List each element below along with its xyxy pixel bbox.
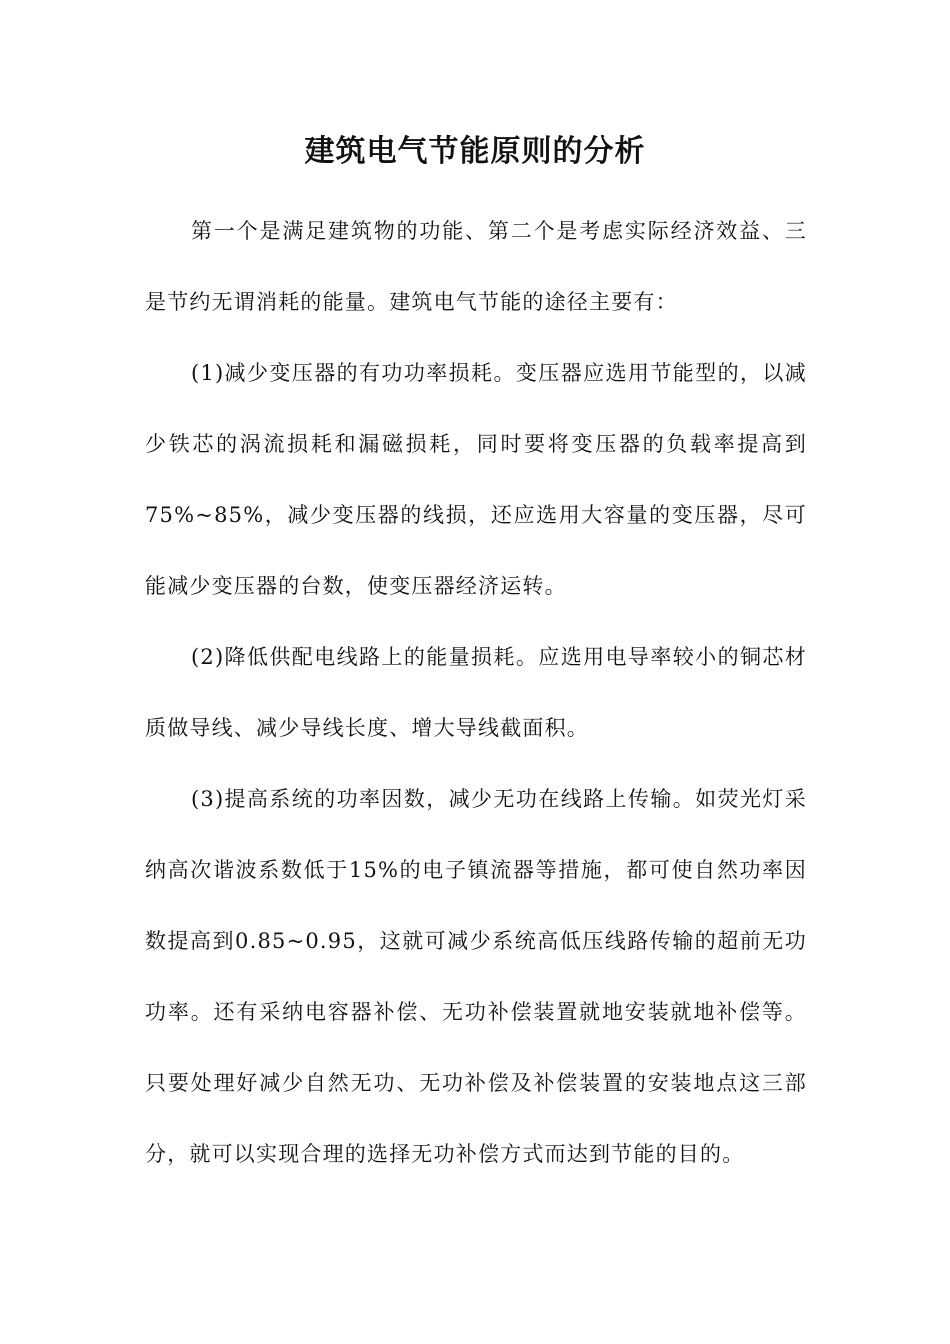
page-title: 建筑电气节能原则的分析 xyxy=(304,134,646,169)
paragraph-intro: 第一个是满足建筑物的功能、第二个是考虑实际经济效益、三是节约无谓消耗的能量。建筑电气节能的途径主要有： xyxy=(145,219,807,314)
document-body xyxy=(145,196,807,1190)
paragraph-power-factor: (3)提高系统的功率因数，减少无功在线路上传输。如荧光灯采纳高次谐波系数低于15%的电子镇流器等措施，都可使自然功率因数提高到0.85~0.95，这就可减少系统高低压线路传输的超前无功功率。还有采纳电容器补偿、无功补偿装置就地安装就地补偿等。只要处理好减少自然无功、无功补偿及补偿装置的安装地点这三部分，就可以实现合理的选择无功补偿方式而达到节能的目的。 xyxy=(145,787,807,1166)
paragraph-transformer-loss: (1)减少变压器的有功功率损耗。变压器应选用节能型的，以减少铁芯的涡流损耗和漏磁损耗，同时要将变压器的负载率提高到75%~85%，减少变压器的线损，还应选用大容量的变压器，尽可能减少变压器的台数，使变压器经济运转。 xyxy=(145,361,807,598)
paragraph-line-loss: (2)降低供配电线路上的能量损耗。应选用电导率较小的铜芯材质做导线、减少导线长度、增大导线截面积。 xyxy=(145,645,807,740)
